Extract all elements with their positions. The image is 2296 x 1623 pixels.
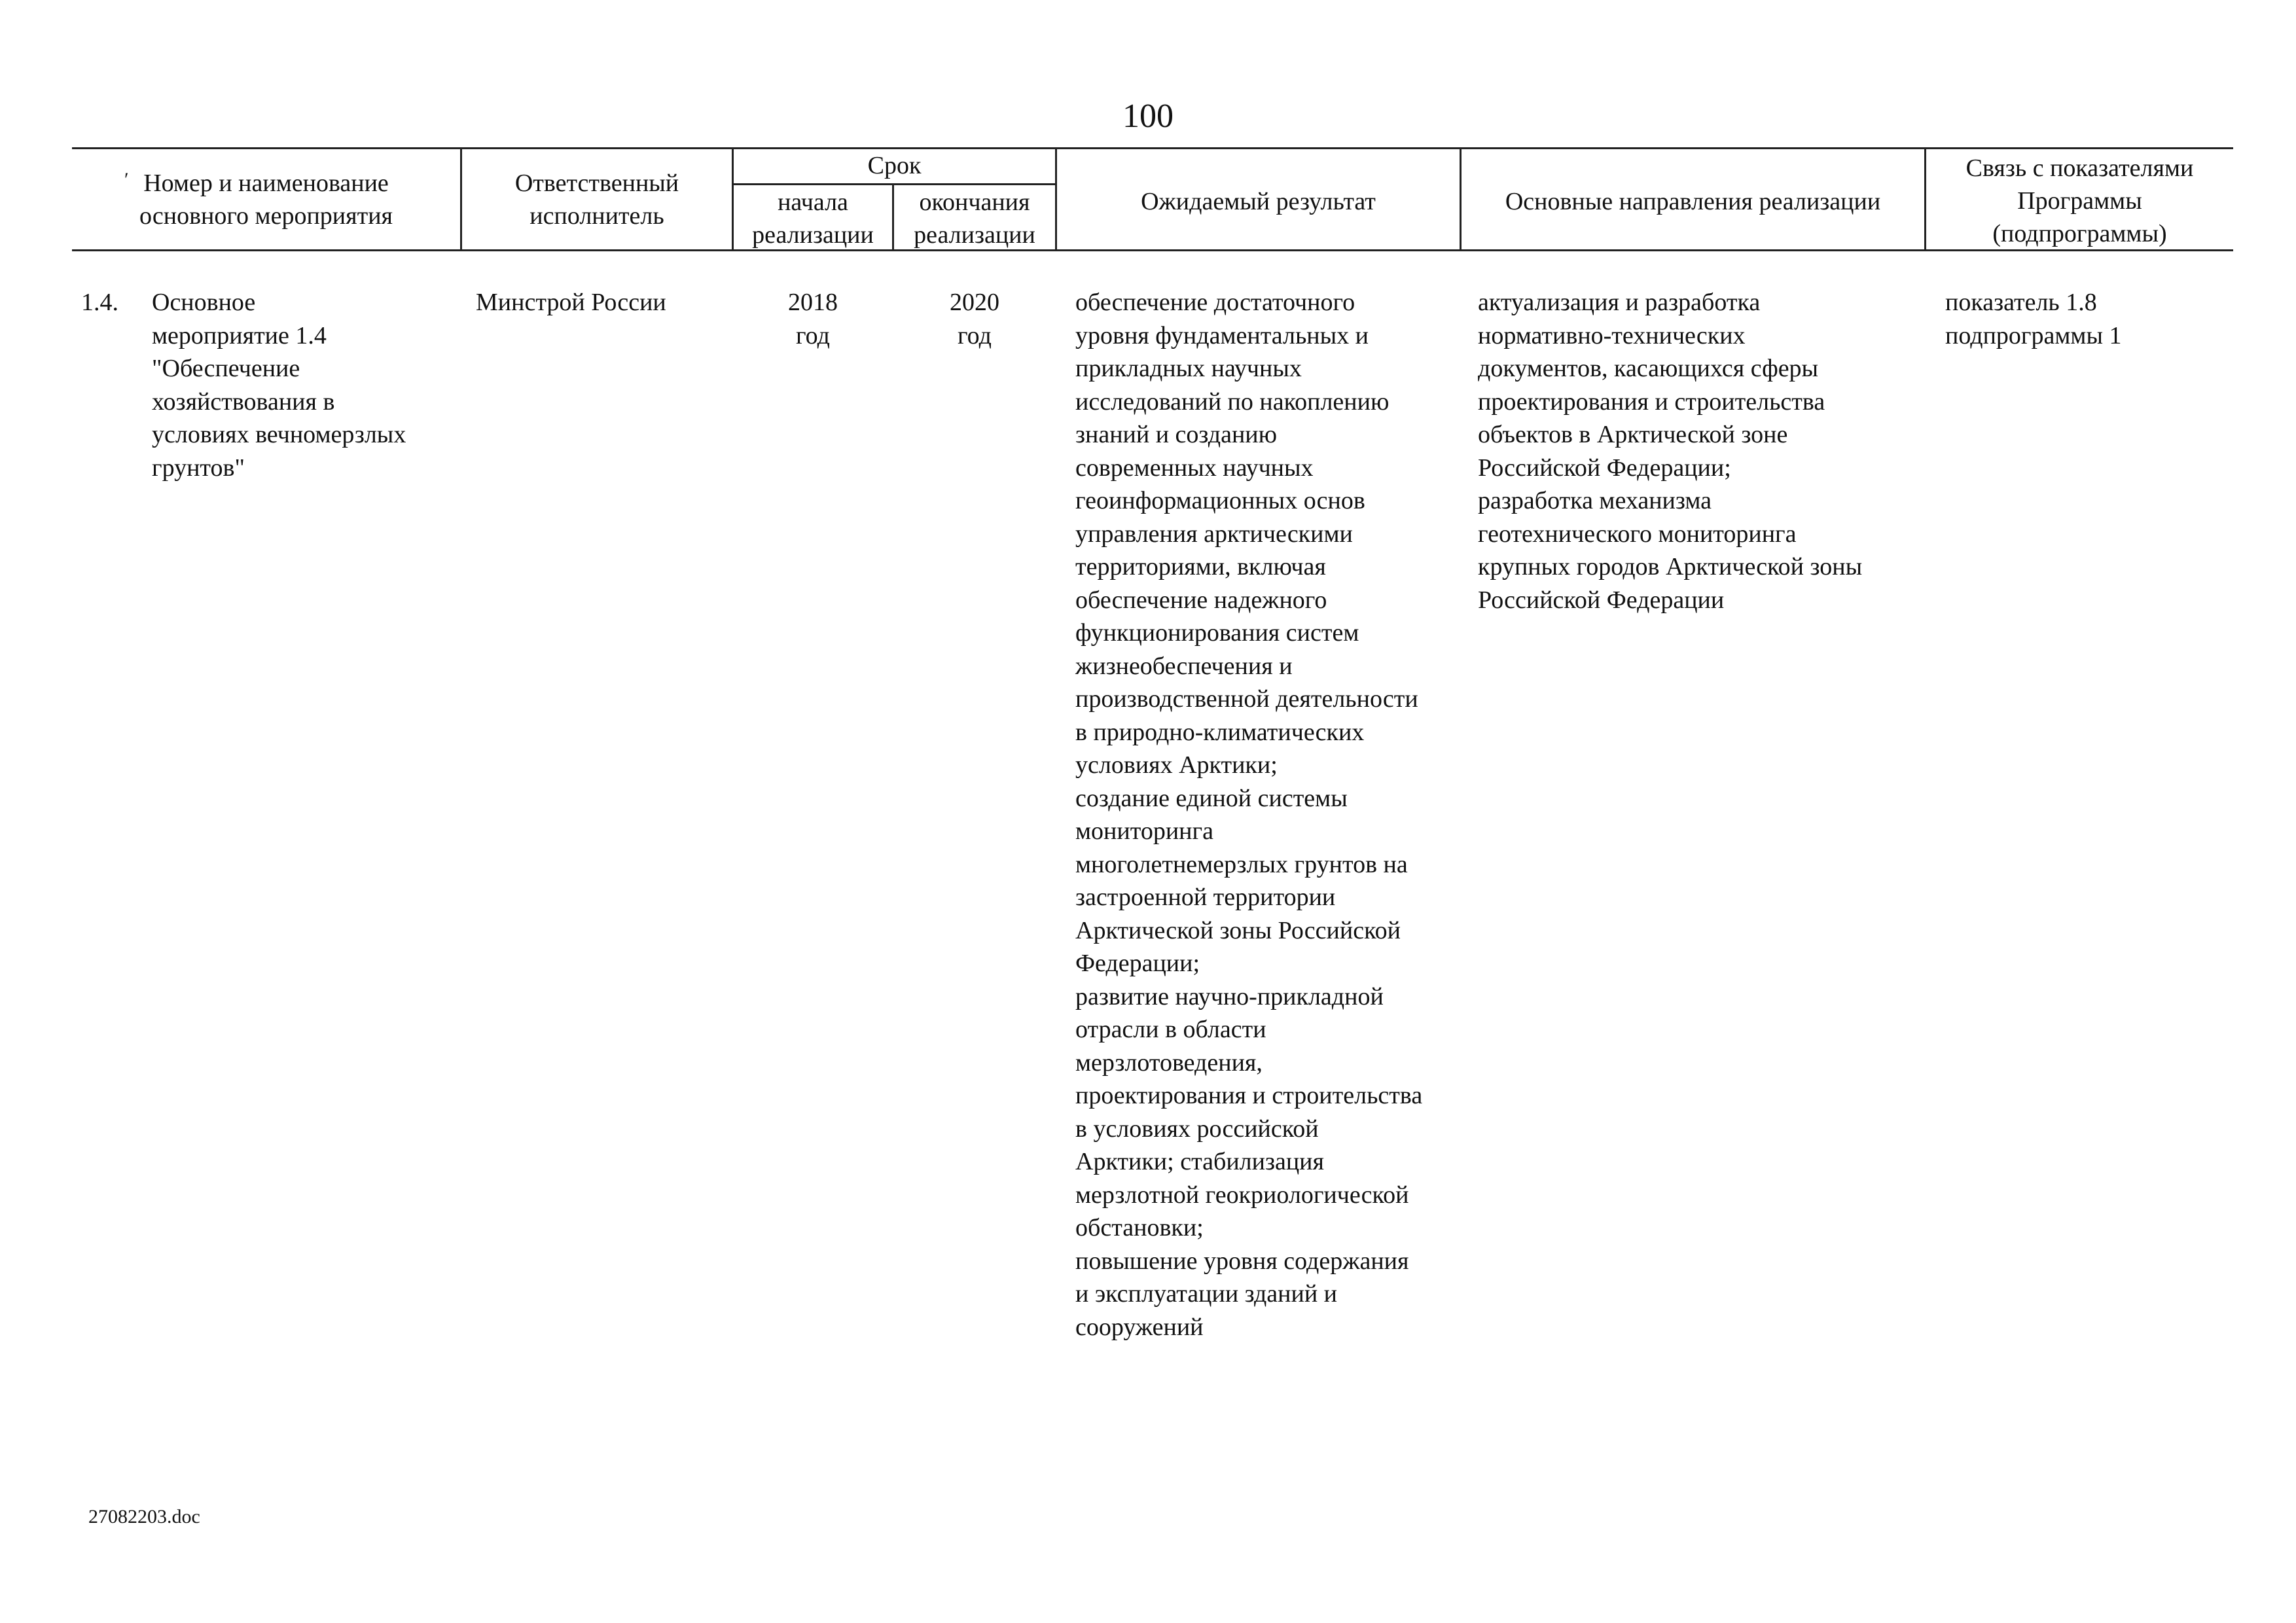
header-end: окончания реализации xyxy=(914,188,1035,249)
header-start: начала реализации xyxy=(752,188,874,249)
header-indicators: Связь с показателями Программы (подпрограммы) xyxy=(1965,154,2194,247)
stray-mark: ʹ xyxy=(124,169,129,190)
row-indicators: показатель 1.8 подпрограммы 1 xyxy=(1945,289,2122,349)
header-directions: Основные направления реализации xyxy=(1505,188,1881,215)
row-number: 1.4. xyxy=(81,289,118,316)
table-header-bottom-border xyxy=(72,249,2233,251)
header-result: Ожидаемый результат xyxy=(1141,188,1376,215)
row-expected-result: обеспечение достаточного уровня фундаментальных и прикладных научных исследований по накоплению знаний и созданию современных научных геоинформационных основ управления арктическими территориями, включая обеспечение надежного функционирования систем жизнеобеспечения и производственной деятельности в природно-климатических условиях Арктики; создание единой системы мониторинга многолетнемерзлых грунтов на застроенной территории Арктической зоны Российской Федерации; развитие научно-прикладной отрасли в области мерзлотоведения, проектирования и строительства в условиях российской Арктики; стабилизация мерзлотной геокриологической обстановки; повышение уровня содержания и эксплуатации зданий и сооружений xyxy=(1075,289,1423,1341)
row-start-year: 2018 год xyxy=(788,289,838,349)
row-measure-name: Основное мероприятие 1.4 "Обеспечение хозяйствования в условиях вечномерзлых грунтов" xyxy=(152,289,406,482)
page-number: 100 xyxy=(1122,98,1174,135)
header-term: Срок xyxy=(867,152,922,179)
header-measure: Номер и наименование основного мероприятия xyxy=(139,169,393,230)
row-end-year: 2020 год xyxy=(950,289,999,349)
row-executor: Минстрой России xyxy=(476,289,666,316)
document-filename: 27082203.doc xyxy=(88,1506,200,1527)
header-executor: Ответственный исполнитель xyxy=(514,169,679,230)
table-top-border xyxy=(72,147,2233,149)
row-directions: актуализация и разработка нормативно-технических документов, касающихся сферы проектирования и строительства объектов в Арктической зоне Российской Федерации; разработка механизма геотехнического мониторинга крупных городов Арктической зоны Российской Федерации xyxy=(1478,289,1863,614)
